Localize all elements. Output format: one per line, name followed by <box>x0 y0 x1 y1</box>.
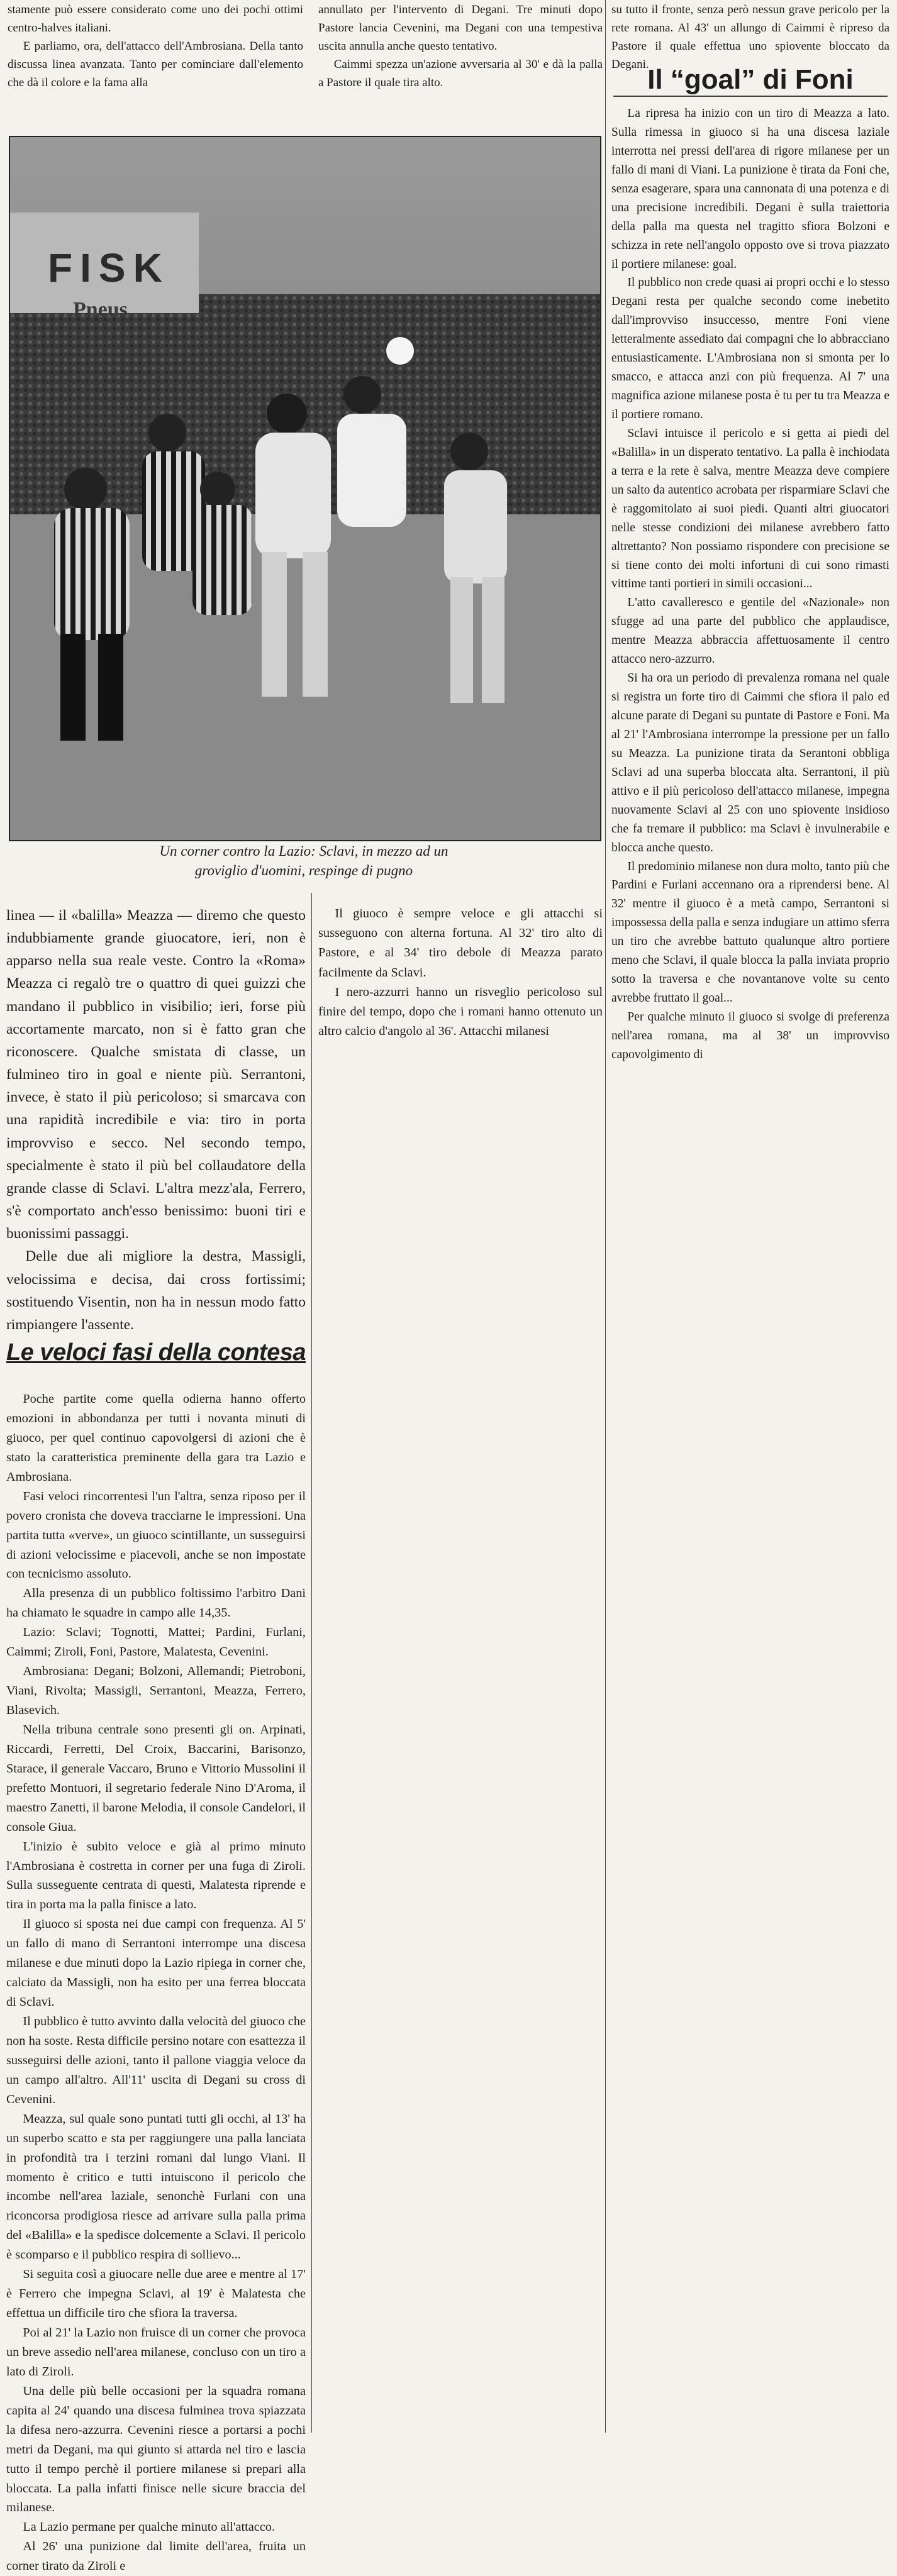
caption-line: groviglio d'uomini, respinge di pugno <box>194 863 413 879</box>
article-column-2-bottom <box>318 904 603 1042</box>
paragraph: Alla presenza di un pubblico foltissimo l'arbitro Dani ha chiamato le squadre in campo alle 14,35. <box>6 1586 306 1620</box>
billboard-text: FISK <box>48 245 170 290</box>
article-column-1-middle <box>6 904 306 1336</box>
section-heading-veloci-fasi: Le veloci fasi della contesa <box>6 1339 306 1366</box>
paragraph: su tutto il fronte, senza però nessun grave pericolo per la rete romana. Al 43' un allungo di Caimmi è ripreso da Pastore il quale effettua uno spiovente bloccato da Degani. <box>611 3 889 71</box>
paragraph: Il giuoco è sempre veloce e gli attacchi si susseguono con alterna fortuna. Al 32' tiro alto di Pastore, e al 34' tiro debole di Meazza parato facilmente da Sclavi. <box>318 907 603 980</box>
article-column-3-top <box>611 1 889 74</box>
paragraph: Caimmi spezza un'azione avversaria al 30' e dà la palla a Pastore il quale tira alto. <box>318 57 603 89</box>
paragraph: La ripresa ha inizio con un tiro di Meazza a lato. Sulla rimessa in giuoco si ha una discesa laziale interrotta nei pressi dell'area di rigore milanese per un fallo di mani di Viani. La punizione è tirata da Foni che, senza esagerare, spara una cannonata di una potenza e di una precisione incredibili. Degani è sulla traiettoria della palla ma questa nel tragitto sfiora Bolzoni e schizza in rete nell'angolo opposto ove si trova piazzato il portiere milanese: goal. <box>611 107 889 271</box>
paragraph: L'atto cavalleresco e gentile del «Nazionale» non sfugge ad una parte del pubblico che applaudisce, mentre Meazza abbraccia affettuosamente il centro attacco nero-azzurro. <box>611 596 889 666</box>
photo-caption <box>9 841 599 880</box>
paragraph: linea — il «balilla» Meazza — diremo che questo indubbiamente grande giuocatore, ieri, non è apparso nella sua reale veste. Contro la «Roma» Meazza ci regalò tre o quattro di quei guizzi che mandano il pubblico in visibilio; ieri, forse più accortamente marcato, non si è fatto gran che riconoscere. Qualche smistata di classe, un fulmineo tiro in goal e niente più. Serrantoni, invece, è stato il più pericoloso; si smarcava con una rapidità incredibile e via: tiro in porta improvviso e secco. Nel secondo tempo, specialmente è stato il più bel collaudatore della grande classe di Sclavi. L'altra mezz'ala, Ferrero, s'è comportato anch'esso benissimo: buoni tiri e buonissimi passaggi. <box>6 907 306 1242</box>
paragraph: L'inizio è subito veloce e già al primo minuto l'Ambrosiana è costretta in corner per una fuga di Ziroli. Sulla susseguente centrata di questi, Malatesta riprende e tira in porta ma la palla finisce a lato. <box>6 1839 306 1912</box>
paragraph: Si seguita così a giuocare nelle due aree e mentre al 17' è Ferrero che impegna Sclavi, al 19' è Malatesta che effettua un difficile tiro che sfiora la traversa. <box>6 2267 306 2321</box>
paragraph: Il giuoco si sposta nei due campi con frequenza. Al 5' un fallo di mano di Serrantoni interrompe una discesa milanese e due minuti dopo la Lazio ripiega in corner che, calciato da Massigli, non ha esito per una ferrea bloccata di Sclavi. <box>6 1917 306 2009</box>
paragraph: Poche partite come quella odierna hanno offerto emozioni in abbondanza per tutti i novanta minuti di giuoco, per quel continuo capovolgersi di azioni che è stato la caratteristica preminente della gara tra Lazio e Ambrosiana. <box>6 1392 306 1484</box>
paragraph: Il predominio milanese non dura molto, tanto più che Pardini e Furlani accennano ora a riprendersi bene. Al 32' mentre il giuoco è a metà campo, Serrantoni si impossessa della palla e senza indugiare un attimo sferra un tiro che avrebbe battuto qualunque altro portiere meno che Sclavi, il quale blocca la palla inviata proprio sotto la traversa e che novantanove volte su cento avrebbe fruttato il goal... <box>611 860 889 1005</box>
match-photo <box>9 136 601 841</box>
paragraph: Lazio: Sclavi; Tognotti, Mattei; Pardini, Furlani, Caimmi; Ziroli, Foni, Pastore, Malatesta, Cevenini. <box>6 1625 306 1659</box>
paragraph: Fasi veloci rincorrentesi l'un l'altra, senza riposo per il povero cronista che doveva tracciarne le impressioni. Una partita tutta «verve», un giuoco scintillante, un susseguirsi di azioni velocissime e piacevoli, anche se non impostate con tecnicismo assoluto. <box>6 1489 306 1581</box>
article-column-1-top <box>8 1 303 92</box>
paragraph: stamente può essere considerato come uno dei pochi ottimi centro-halves italiani. <box>8 3 303 35</box>
paragraph: Si ha ora un periodo di prevalenza romana nel quale si registra un forte tiro di Caimmi che sfiora il palo ed alcune parate di Degani su puntate di Pastore e Foni. Ma al 21' l'Ambrosiana interrompe la pressione per un fallo su Meazza. La punizione tirata da Serantoni obbliga Sclavi ad una superba bloccata alta. Serrantoni, il più attivo e il più pericoloso dell'attacco milanese, impegna nuovamente Sclavi al 25 con uno spiovente insidioso che fa tremare il pubblico: ma Sclavi è invulnerabile e blocca anche questo. <box>611 672 889 854</box>
paragraph: I nero-azzurri hanno un risveglio pericoloso sul finire del tempo, dopo che i romani hanno ottenuto un altro calcio d'angolo al 36'. Attacchi milanesi <box>318 985 603 1039</box>
section-rule <box>613 96 888 97</box>
paragraph: Delle due ali migliore la destra, Massigli, velocissima e decisa, dai cross fortissimi; sostituendo Visentin, non ha in nessun modo fatto rimpiangere l'assente. <box>6 1248 306 1333</box>
paragraph: E parliamo, ora, dell'attacco dell'Ambrosiana. Della tanto discussa linea avanzata. Tanto per cominciare dall'elemento che dà il colore e la fama alla <box>8 39 303 89</box>
caption-line: Un corner contro la Lazio: Sclavi, in mezzo ad un <box>159 843 448 859</box>
paragraph: Una delle più belle occasioni per la squadra romana capita al 24' quando una discesa fulminea trova spiazzata la difesa nero-azzurra. Cevenini riesce a portarsi a pochi metri da Degani, ma qui giunto si attarda nel tiro e lascia tutto il tempo perchè il portiere milanese si prepari alla bloccata. La palla infatti finisce nelle sicure braccia del milanese. <box>6 2384 306 2515</box>
article-column-3-main <box>611 104 889 1064</box>
match-photo-illustration <box>10 137 600 840</box>
paragraph: La Lazio permane per qualche minuto all'attacco. <box>23 2520 276 2535</box>
paragraph: Poi al 21' la Lazio non fruisce di un corner che provoca un breve assedio nell'area milanese, concluso con un tiro a lato di Ziroli. <box>6 2326 306 2379</box>
section-heading-goal-di-foni: Il “goal” di Foni <box>647 64 854 95</box>
paragraph: Al 26' una punizione dal limite dell'area, fruita un corner tirato da Ziroli e <box>6 2540 306 2573</box>
billboard-subtext: Pneus <box>73 298 128 321</box>
paragraph: Per qualche minuto il giuoco si svolge di preferenza nell'area romana, ma al 38' un improvviso capovolgimento di <box>611 1010 889 1061</box>
paragraph: Nella tribuna centrale sono presenti gli on. Arpinati, Riccardi, Ferretti, Del Croix, Baccarini, Barisonzo, Starace, il generale Vaccaro, Bruno e Vittorio Mussolini il prefetto Montuori, il segretario federale Nino D'Aroma, il maestro Zanetti, il barone Melodia, il console Candelori, il console Giua. <box>6 1722 306 1834</box>
paragraph: annullato per l'intervento di Degani. Tre minuti dopo Pastore lancia Cevenini, ma Degani con una tempestiva uscita annulla anche questo tentativo. <box>318 3 603 53</box>
article-column-1-bottom <box>6 1390 306 2576</box>
paragraph: Sclavi intuisce il pericolo e si getta ai piedi del «Balilla» in un disperato tentativo. La palla è inchiodata a terra e la rete è salva, mentre Meazza deve compiere un salto da autentico acrobata per risparmiare Sclavi che è raggomitolato ai suoi piedi. Quanti altri giuocatori nelle stesse condizioni dei milanese avrebbero fatto altrettanto? Non possiamo rispondere con precisione se si tiene conto dei molti infortuni di cui sono rimasti vittime tanti portieri in simili occasioni... <box>611 426 889 591</box>
paragraph: Meazza, sul quale sono puntati tutti gli occhi, al 13' ha un superbo scatto e sta per raggiungere una palla lanciata in profondità tra i terzini romani dal lungo Viani. Il momento è critico e tutti intuiscono il pericolo che incombe nell'area laziale, senonchè Furlani con una riconcorsa prodigiosa riesce ad arrivare sulla palla prima del «Balilla» e la spedisce dolcemente a Sclavi. Il pericolo è scomparso e il pubblico respira di sollievo... <box>6 2111 306 2262</box>
paragraph: Ambrosiana: Degani; Bolzoni, Allemandi; Pietroboni, Viani, Rivolta; Massigli, Serrantoni, Meazza, Ferrero, Blasevich. <box>6 1664 306 1717</box>
paragraph: Il pubblico non crede quasi ai propri occhi e lo stesso Degani resta per qualche secondo come inebetito dall'improvviso insuccesso, mentre Foni viene letteralmente assediato dai compagni che lo abbracciano entusiasticamente. L'Ambrosiana non si smonta per lo smacco, e attacca anzi con più frequenza. Al 7' una magnifica azione milanese posta è tu per tu tra Meazza e il portiere romano. <box>611 276 889 421</box>
article-column-2-top <box>318 1 603 92</box>
column-rule <box>311 893 312 2433</box>
column-rule <box>605 0 606 2433</box>
paragraph: Il pubblico è tutto avvinto dalla velocità del giuoco che non ha soste. Resta difficile persino notare con esattezza il susseguirsi delle azioni, tanto il pallone viaggia veloce da un campo all'altro. All'11' uscita di Degani su cross di Cevenini. <box>6 2015 306 2106</box>
